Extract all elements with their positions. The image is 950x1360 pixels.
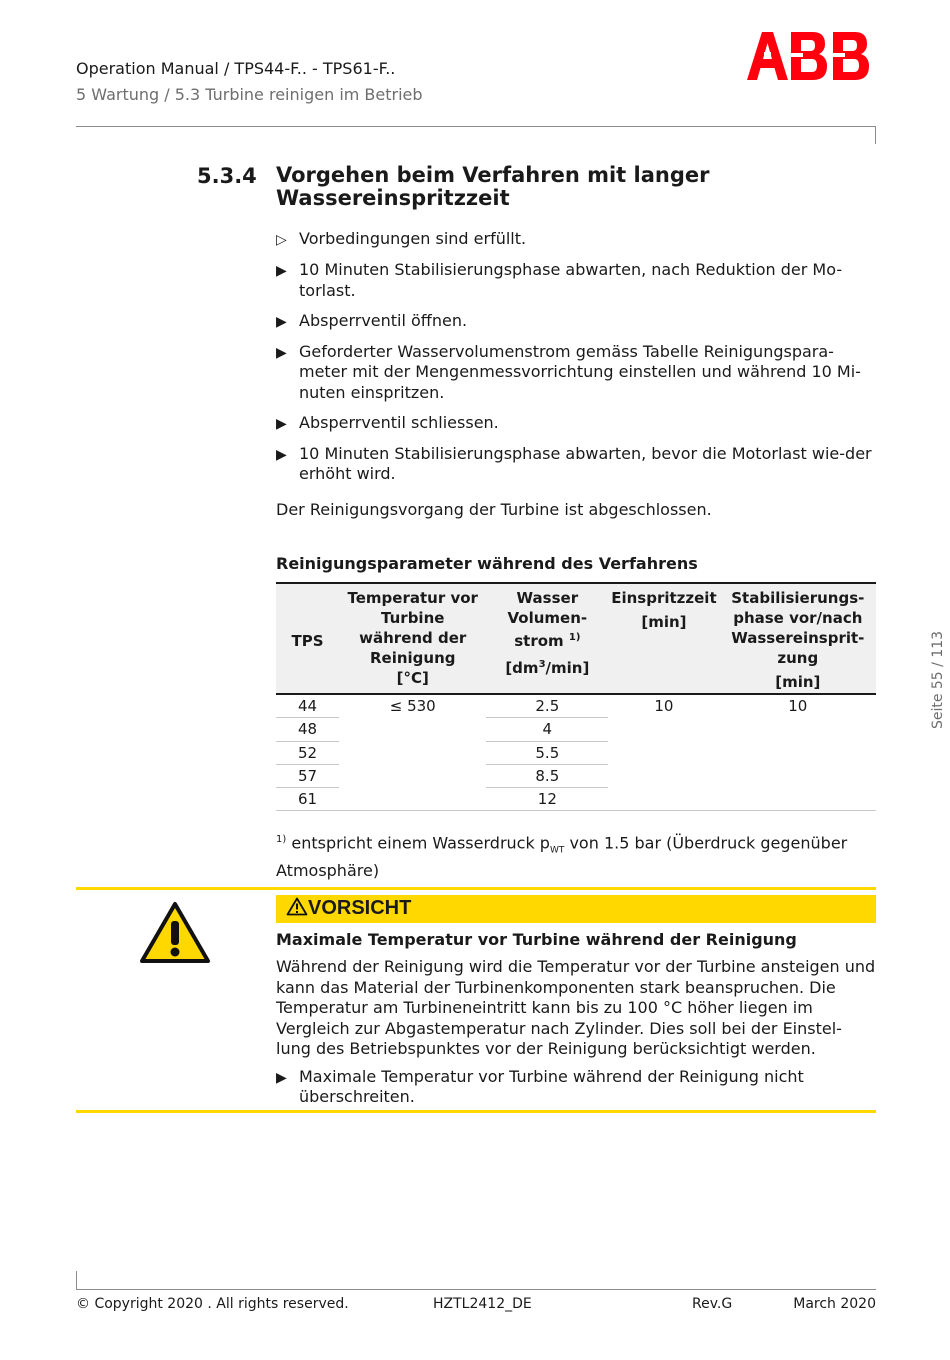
warning-action-text: Maximale Temperatur vor Turbine während der Reinigung nicht überschreiten. xyxy=(299,1066,804,1106)
header-rule-tick xyxy=(875,126,876,144)
column-header-water-flow: Wasser Volumen-strom $^{1)}$ $[dm^3/\min]$ xyxy=(486,583,608,694)
cleaning-parameter-table xyxy=(276,582,876,811)
column-header-temperature: Temperatur vor Turbine während der Reinigung [°C] xyxy=(339,583,486,694)
table-row: 48 4 xyxy=(276,718,876,741)
precondition-marker-icon: ▷ xyxy=(276,232,287,248)
table-row: 61 12 xyxy=(276,788,876,811)
action-marker-icon: ▶ xyxy=(276,344,287,361)
abb-logo xyxy=(745,30,876,80)
warning-triangle-icon xyxy=(139,901,211,964)
warning-text: Während der Reinigung wird die Temperatur vor der Turbine ansteigen und kann das Material der Turbinenkomponenten stark beanspruchen. Die Temperatur am Turbineneintritt kann bis zu 100 °C höher liegen im Vergleich zur Abgastemperatur nach Zylinder. Dies soll bei der Einstel-lung des Betriebspunktes vor der Reinigung berücksichtigt werden. xyxy=(276,957,876,1058)
footer-revision: Rev.G xyxy=(692,1296,733,1312)
warning-label-band xyxy=(276,895,876,923)
table-row: 44 ≤ 530 2.5 10 10 xyxy=(276,694,876,718)
section-title: Vorgehen beim Verfahren mit langer Wassereinspritzzeit xyxy=(276,163,710,210)
footer-doc-id: HZTL2412_DE xyxy=(433,1296,532,1312)
action-marker-icon: ▶ xyxy=(276,446,287,463)
procedure xyxy=(276,229,876,520)
action-marker-icon: ▶ xyxy=(276,1069,287,1086)
warning-bottom-rule xyxy=(76,1110,876,1113)
header-rule xyxy=(76,126,876,127)
step-item xyxy=(276,413,876,435)
warning-small-icon xyxy=(286,897,308,916)
footer-rule xyxy=(76,1289,876,1290)
warning-label: VORSICHT xyxy=(286,897,411,920)
step-item xyxy=(276,444,876,485)
column-header-stabilization: Stabilisierungs-phase vor/nach Wassereinsprit-zung [min] xyxy=(720,583,876,694)
result-text: Der Reinigungsvorgang der Turbine ist abgeschlossen. xyxy=(276,499,712,519)
warning-action xyxy=(276,1067,876,1108)
footer-date: March 2020 xyxy=(793,1296,876,1312)
action-marker-icon: ▶ xyxy=(276,263,287,279)
table-row: 52 5.5 xyxy=(276,741,876,764)
warning-heading: Maximale Temperatur vor Turbine während der Reinigung xyxy=(276,930,797,949)
table-row: 57 8.5 xyxy=(276,764,876,787)
step-text: Geforderter Wasservolumenstrom gemäss Tabelle Reinigungspara-meter mit der Mengenmessvorrichtung einstellen und während 10 Mi-nuten einspritzen. xyxy=(299,341,861,402)
action-marker-icon: ▶ xyxy=(276,313,287,330)
step-item xyxy=(276,260,876,301)
column-header-injection-time: Einspritzzeit [min] xyxy=(608,583,719,694)
step-item xyxy=(276,311,876,333)
step-text: 10 Minuten Stabilisierungsphase abwarten, bevor die Motorlast wie-der erhöht wird. xyxy=(299,443,872,483)
action-marker-icon: ▶ xyxy=(276,415,287,432)
breadcrumb: 5 Wartung / 5.3 Turbine reinigen im Betrieb xyxy=(76,85,423,104)
footer-rule-tick xyxy=(76,1271,77,1289)
warning-body xyxy=(276,957,876,1117)
step-item xyxy=(276,342,876,404)
step-text: 10 Minuten Stabilisierungsphase abwarten, nach Reduktion der Mo-torlast. xyxy=(299,260,843,300)
footer-copyright: © Copyright 2020 . All rights reserved. xyxy=(76,1296,349,1312)
document-title: Operation Manual / TPS44-F.. - TPS61-F.. xyxy=(76,59,396,78)
page-number-side: Seite 55 / 113 xyxy=(930,630,946,730)
warning-top-rule xyxy=(76,887,876,890)
table-footnote: $^{1)}$ entspricht einem Wasserdruck $p_{WT}$ von 1.5 bar (Überdruck gegenüber Atmosphäre) xyxy=(276,833,848,881)
step-text: Absperrventil schliessen. xyxy=(299,412,499,432)
column-header-tps: TPS xyxy=(276,583,339,694)
table-title: Reinigungsparameter während des Verfahrens xyxy=(276,554,698,573)
step-text: Absperrventil öffnen. xyxy=(299,310,468,330)
step-text: Vorbedingungen sind erfüllt. xyxy=(299,229,527,248)
section-number: 5.3.4 xyxy=(197,164,257,188)
step-precondition xyxy=(276,229,876,251)
